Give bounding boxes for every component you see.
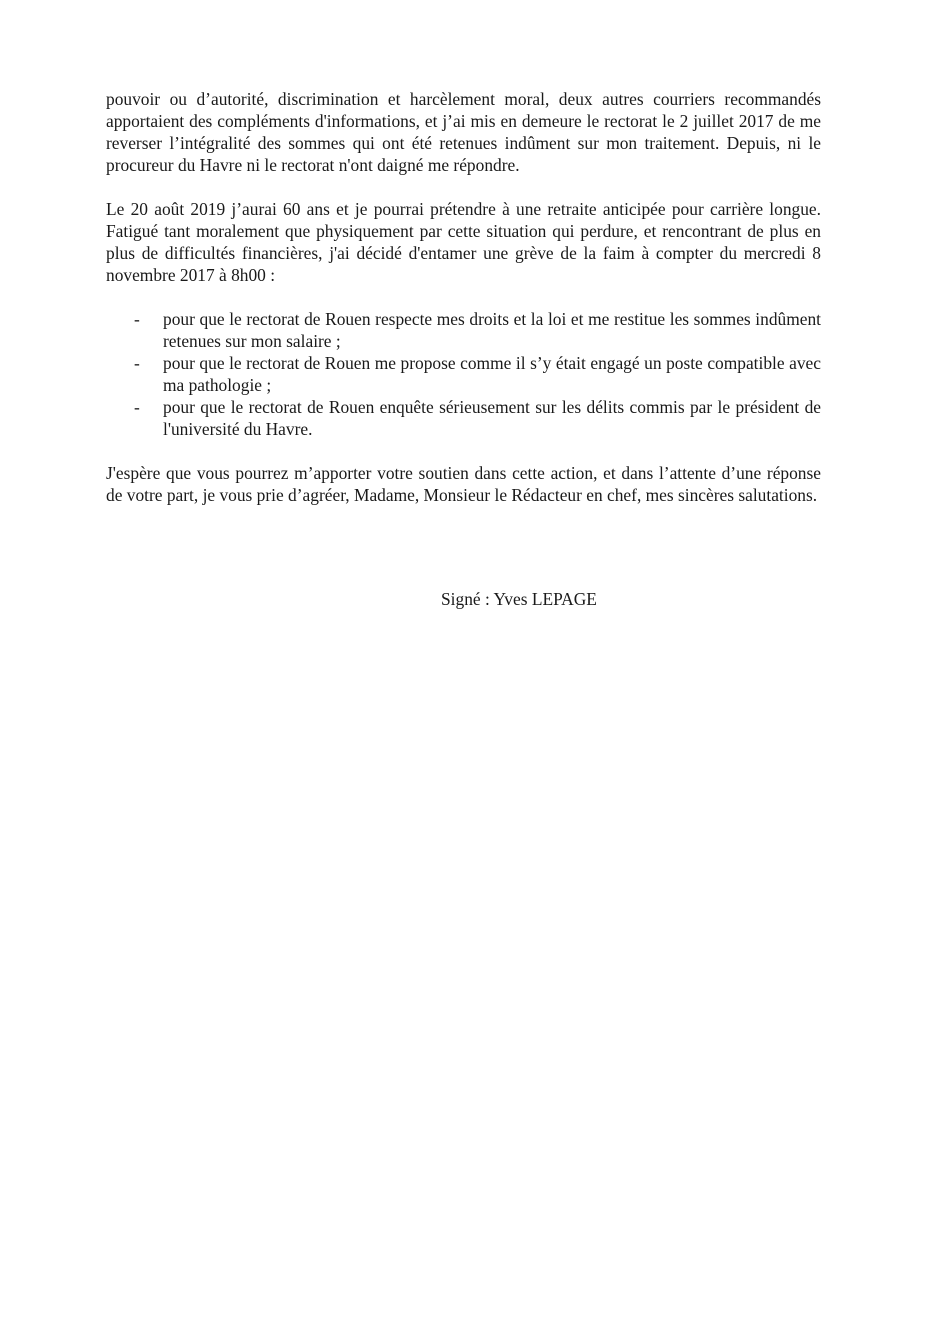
signature-line: Signé : Yves LEPAGE [441,589,597,609]
paragraph-complaint-summary: pouvoir ou d’autorité, discrimination et harcèlement moral, deux autres courriers recommandés apportaient des compléments d'informations, et j’ai mis en demeure le rectorat le 2 juillet 2017 de me reverser l’intégralité des sommes qui ont été retenues indûment sur mon traitement. Depuis, ni le procureur du Havre ni le rectorat n'ont daigné me répondre. [106,89,821,175]
list-item [106,396,821,440]
list-item [106,352,821,396]
letter-body [106,88,821,506]
paragraph-hunger-strike-announcement: Le 20 août 2019 j’aurai 60 ans et je pourrai prétendre à une retraite anticipée pour carrière longue. Fatigué tant moralement que physiquement par cette situation qui perdure, et rencontrant de plus en plus de difficultés financières, j'ai décidé d'entamer une grève de la faim à compter du mercredi 8 novembre 2017 à 8h00 : [106,199,821,285]
bullet-dash: - [134,353,140,373]
bullet-dash: - [134,397,140,417]
paragraph-closing: J'espère que vous pourrez m’apporter votre soutien dans cette action, et dans l’attente d’une réponse de votre part, je vous prie d’agréer, Madame, Monsieur le Rédacteur en chef, mes sincères salutations. [106,463,821,505]
bullet-dash: - [134,309,140,329]
list-item [106,308,821,352]
demand-text: pour que le rectorat de Rouen me propose comme il s’y était engagé un poste compatible avec ma pathologie ; [163,353,821,395]
demand-text: pour que le rectorat de Rouen enquête sérieusement sur les délits commis par le président de l'université du Havre. [163,397,821,439]
demands-list [106,308,821,440]
demand-text: pour que le rectorat de Rouen respecte mes droits et la loi et me restitue les sommes indûment retenues sur mon salaire ; [163,309,821,351]
